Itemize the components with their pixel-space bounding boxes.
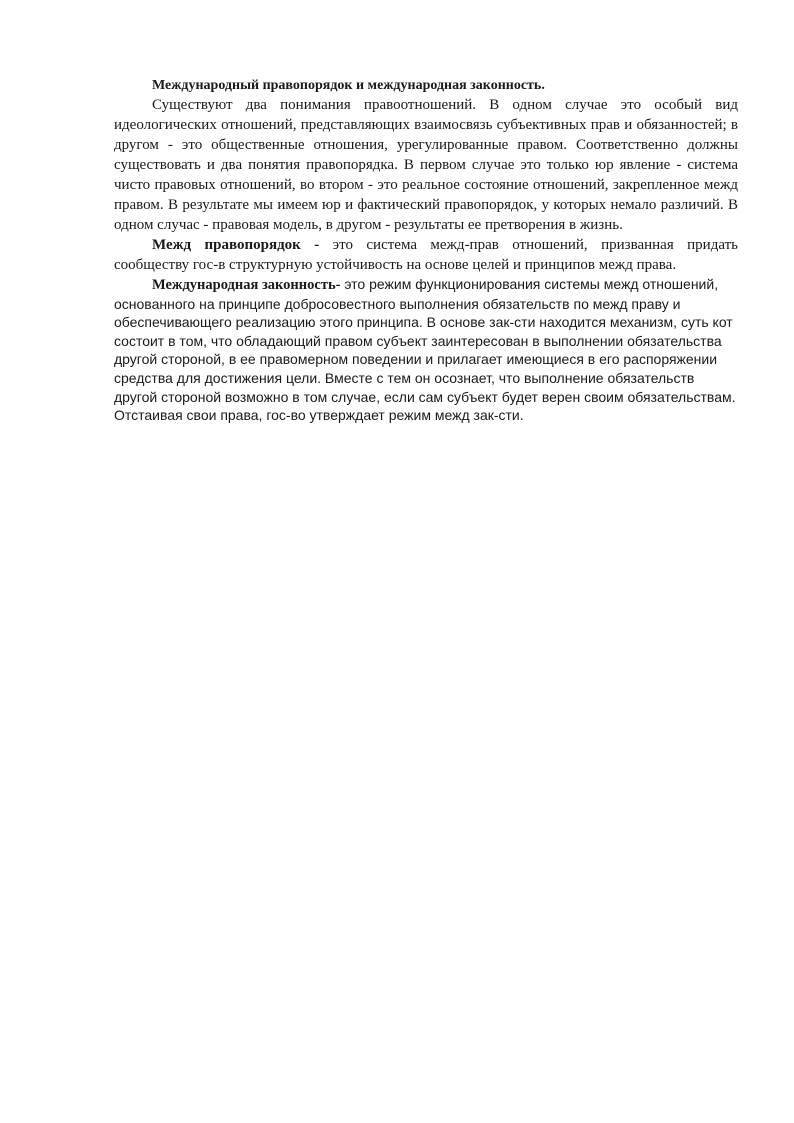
paragraph-legal-relations: [114, 95, 738, 235]
document-body: [114, 76, 738, 425]
paragraph-text: это система межд-прав отношений, призванная придать сообществу гос-в структурную устойчивость на основе целей и принципов межд права.: [114, 237, 739, 273]
document-heading: Международный правопорядок и международная законность.: [152, 78, 545, 93]
paragraph-international-legality: [114, 275, 738, 425]
term-international-order: Межд правопорядок -: [152, 237, 320, 253]
paragraph-text: Существуют два понимания правоотношений. В одном случае это особый вид идеологических отношений, представляющих взаимосвязь субъективных прав и обязанностей; в другом - это общественные отношения, урегулированные правом. Соответственно должны существовать и два понятия правопорядка. В первом случае это только юр явление - система чисто правовых отношений, во втором - это реальное состояние отношений, закрепленное межд правом. В результате мы имеем юр и фактический правопорядок, у которых немало различий. В одном случас - правовая модель, в другом - результаты ее претворения в жизнь.: [114, 97, 738, 233]
paragraph-text: это режим функционирования системы межд отношений, основанного на принципе добросовестного выполнения обязательств по межд праву и обеспечивающего реализацию этого принципа. В основе зак-сти находится механизм, суть кот состоит в том, что обладающий правом субъект заинтересован в выполнении обязательства другой стороной, в ее правомерном поведении и прилагает имеющиеся в его распоряжении средства для достижения цели. Вместе с тем он осознает, что выполнение обязательств другой стороной возможно в том случае, если сам субъект будет верен своим обязательствам. Отстаивая свои права, гос-во утверждает режим межд зак-сти.: [114, 276, 736, 424]
term-international-legality: Международная законность-: [152, 277, 341, 293]
paragraph-international-order: [114, 235, 738, 275]
